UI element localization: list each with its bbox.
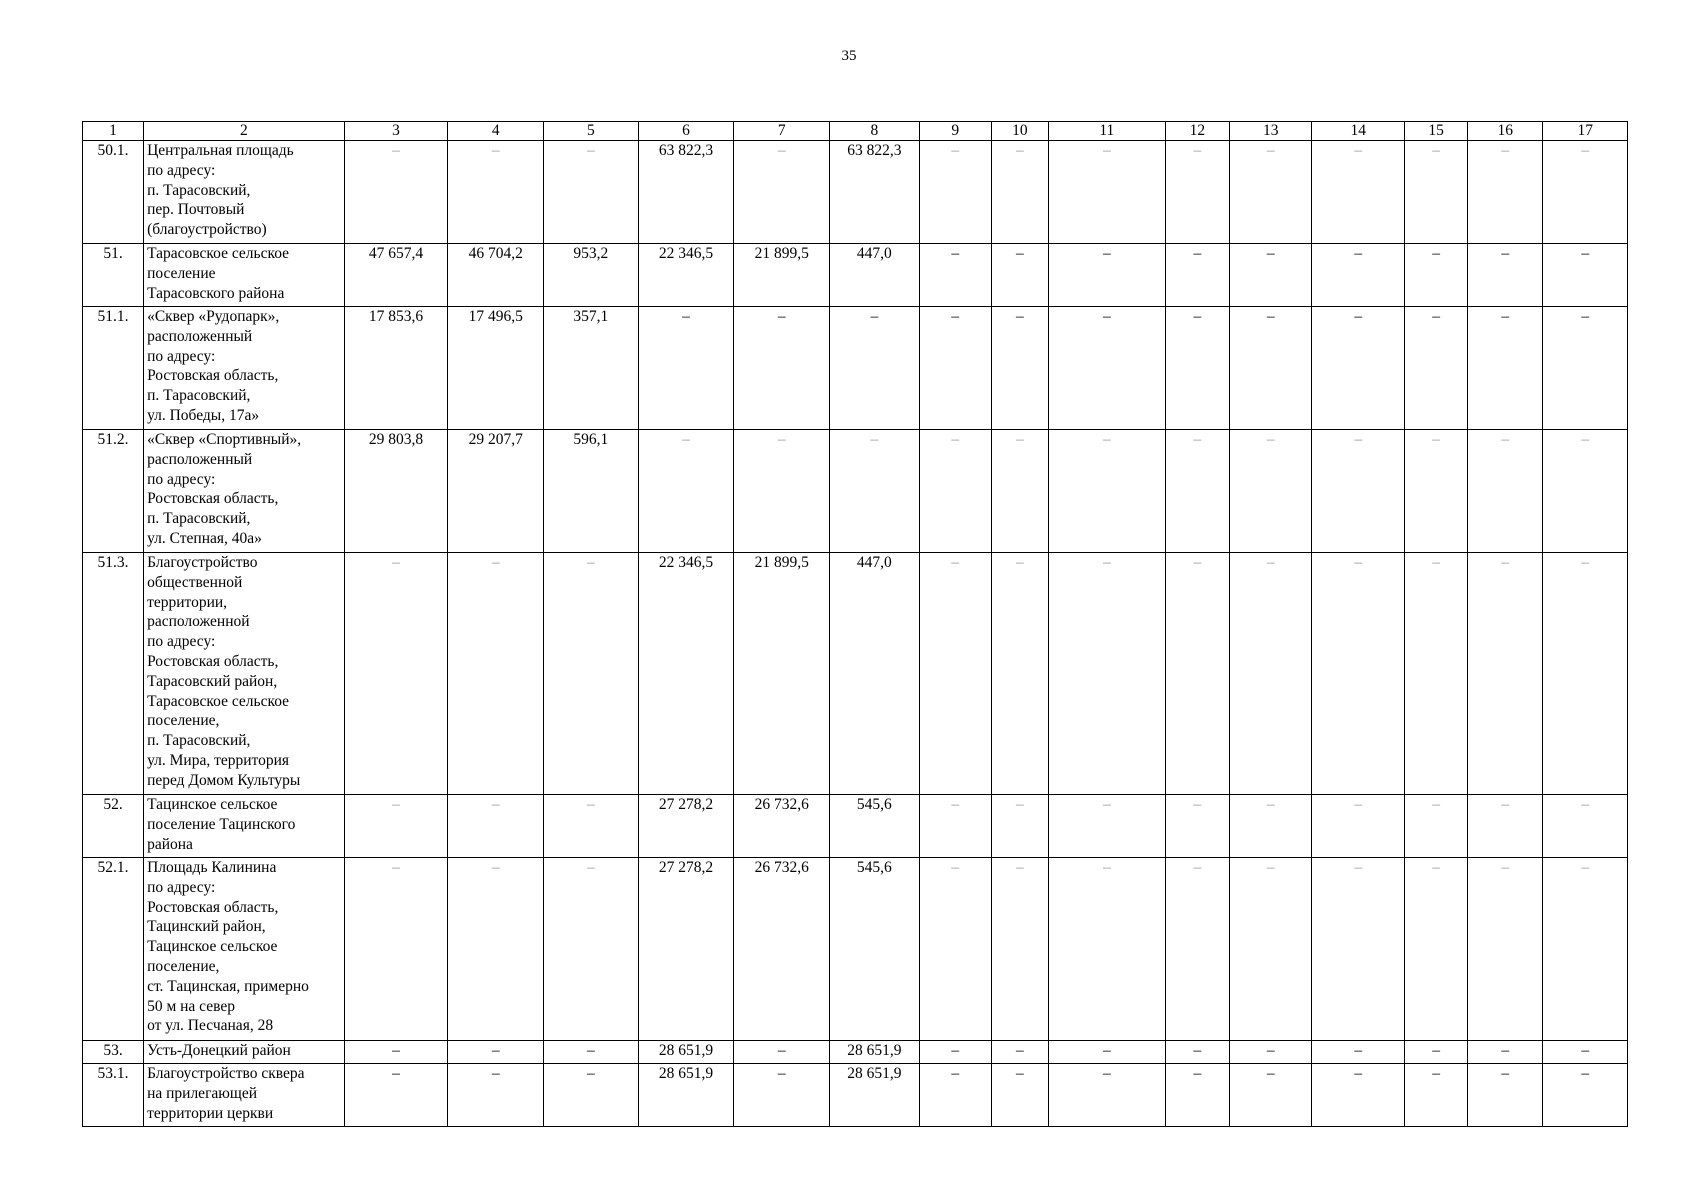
cell-col-3: 47 657,4 — [344, 244, 448, 307]
cell-col-10: – — [991, 1064, 1048, 1127]
row-name-line: Ростовская область, — [147, 490, 279, 508]
table-body — [83, 141, 1628, 1127]
table-row — [83, 244, 1628, 307]
cell-col-5: 953,2 — [544, 244, 639, 307]
row-name-line: по адресу: — [147, 347, 216, 365]
row-name — [144, 307, 345, 430]
row-name-line: Тацинский район, — [147, 918, 266, 936]
cell-col-9: – — [919, 1041, 991, 1064]
cell-col-14: – — [1312, 141, 1405, 244]
cell-col-8: 28 651,9 — [830, 1041, 920, 1064]
cell-col-3: – — [344, 795, 448, 858]
cell-col-14: – — [1312, 553, 1405, 795]
row-name-line: (благоустройство) — [147, 221, 267, 239]
cell-col-6: 28 651,9 — [638, 1064, 734, 1127]
row-name-line: Тацинское сельское — [147, 796, 278, 813]
cell-col-3: – — [344, 141, 448, 244]
cell-col-14: – — [1312, 795, 1405, 858]
cell-col-10: – — [991, 795, 1048, 858]
cell-col-3: – — [344, 1041, 448, 1064]
cell-col-14: – — [1312, 307, 1405, 430]
row-name — [144, 1041, 345, 1064]
cell-col-11: – — [1048, 141, 1165, 244]
row-name-line: Центральная площадь — [147, 142, 294, 159]
cell-col-14: – — [1312, 1041, 1405, 1064]
cell-col-8: – — [830, 307, 920, 430]
row-name — [144, 795, 345, 858]
cell-col-5: – — [544, 141, 639, 244]
cell-col-12: – — [1165, 858, 1229, 1041]
cell-col-4: – — [448, 795, 544, 858]
row-name — [144, 141, 345, 244]
column-header-15: 15 — [1405, 122, 1468, 141]
row-name-line: пер. Почтовый — [147, 201, 245, 219]
row-name-line: Благоустройство сквера — [147, 1065, 305, 1082]
row-name-line: ул. Мира, территория — [147, 751, 290, 769]
cell-col-4: 46 704,2 — [448, 244, 544, 307]
column-header-16: 16 — [1468, 122, 1543, 141]
row-name-line: «Сквер «Спортивный», — [147, 431, 302, 448]
row-number: 52.1. — [83, 858, 144, 1041]
cell-col-8: 63 822,3 — [830, 141, 920, 244]
cell-col-9: – — [919, 1064, 991, 1127]
row-name-line: поселение, — [147, 957, 220, 975]
row-name-line: Тарасовское сельское — [147, 692, 290, 710]
row-name-line: Ростовская область, — [147, 367, 279, 385]
cell-col-11: – — [1048, 858, 1165, 1041]
column-header-3: 3 — [344, 122, 448, 141]
cell-col-11: – — [1048, 307, 1165, 430]
cell-col-5: – — [544, 1064, 639, 1127]
column-header-8: 8 — [830, 122, 920, 141]
row-name-line: расположенный — [147, 450, 253, 468]
cell-col-6: 27 278,2 — [638, 795, 734, 858]
row-number: 51.1. — [83, 307, 144, 430]
cell-col-13: – — [1229, 1064, 1311, 1127]
table-row — [83, 553, 1628, 795]
row-name-line: общественной — [147, 573, 243, 591]
cell-col-6: 22 346,5 — [638, 244, 734, 307]
cell-col-15: – — [1405, 1064, 1468, 1127]
page-number: 35 — [841, 48, 857, 64]
cell-col-15: – — [1405, 307, 1468, 430]
cell-col-15: – — [1405, 244, 1468, 307]
cell-col-16: – — [1468, 244, 1543, 307]
row-name-line: Тацинское сельское — [147, 938, 278, 956]
table-row — [83, 858, 1628, 1041]
cell-col-10: – — [991, 858, 1048, 1041]
cell-col-5: – — [544, 858, 639, 1041]
cell-col-13: – — [1229, 553, 1311, 795]
column-header-2: 2 — [144, 122, 345, 141]
cell-col-11: – — [1048, 1041, 1165, 1064]
row-number: 51. — [83, 244, 144, 307]
cell-col-13: – — [1229, 430, 1311, 553]
cell-col-15: – — [1405, 1041, 1468, 1064]
row-name-line: по адресу: — [147, 878, 216, 896]
cell-col-17: – — [1543, 307, 1628, 430]
cell-col-9: – — [919, 795, 991, 858]
cell-col-4: – — [448, 1041, 544, 1064]
column-header-17: 17 — [1543, 122, 1628, 141]
column-header-1: 1 — [83, 122, 144, 141]
cell-col-5: – — [544, 1041, 639, 1064]
row-name-line: расположенной — [147, 613, 250, 631]
column-header-9: 9 — [919, 122, 991, 141]
table-row — [83, 141, 1628, 244]
cell-col-12: – — [1165, 307, 1229, 430]
cell-col-14: – — [1312, 244, 1405, 307]
row-number: 52. — [83, 795, 144, 858]
cell-col-3: – — [344, 858, 448, 1041]
row-name-line: Площадь Калинина — [147, 859, 277, 876]
column-header-13: 13 — [1229, 122, 1311, 141]
cell-col-7: 21 899,5 — [734, 244, 830, 307]
row-name-line: поселение Тацинского — [147, 815, 296, 833]
cell-col-12: – — [1165, 553, 1229, 795]
cell-col-5: – — [544, 553, 639, 795]
cell-col-11: – — [1048, 244, 1165, 307]
row-name-line: 50 м на север — [147, 997, 235, 1015]
cell-col-10: – — [991, 1041, 1048, 1064]
cell-col-3: 29 803,8 — [344, 430, 448, 553]
table-row — [83, 1064, 1628, 1127]
cell-col-13: – — [1229, 141, 1311, 244]
cell-col-5: – — [544, 795, 639, 858]
row-name-line: поселение — [147, 264, 216, 282]
cell-col-8: 28 651,9 — [830, 1064, 920, 1127]
row-name-line: Тарасовское сельское — [147, 245, 290, 262]
row-name-line: по адресу: — [147, 470, 216, 488]
cell-col-3: – — [344, 1064, 448, 1127]
cell-col-9: – — [919, 430, 991, 553]
cell-col-15: – — [1405, 430, 1468, 553]
column-header-12: 12 — [1165, 122, 1229, 141]
cell-col-3: 17 853,6 — [344, 307, 448, 430]
cell-col-16: – — [1468, 858, 1543, 1041]
row-name-line: по адресу: — [147, 161, 216, 179]
column-header-11: 11 — [1048, 122, 1165, 141]
cell-col-5: 596,1 — [544, 430, 639, 553]
budget-table — [82, 121, 1628, 1127]
cell-col-6: 63 822,3 — [638, 141, 734, 244]
cell-col-16: – — [1468, 1041, 1543, 1064]
row-name-line: Ростовская область, — [147, 898, 279, 916]
cell-col-17: – — [1543, 1064, 1628, 1127]
row-name-line: «Сквер «Рудопарк», — [147, 308, 280, 325]
cell-col-4: 29 207,7 — [448, 430, 544, 553]
row-name-line: п. Тарасовский, — [147, 387, 251, 405]
cell-col-13: – — [1229, 307, 1311, 430]
cell-col-14: – — [1312, 430, 1405, 553]
cell-col-17: – — [1543, 141, 1628, 244]
cell-col-15: – — [1405, 553, 1468, 795]
cell-col-9: – — [919, 553, 991, 795]
cell-col-12: – — [1165, 1064, 1229, 1127]
cell-col-7: 21 899,5 — [734, 553, 830, 795]
row-number: 53. — [83, 1041, 144, 1064]
cell-col-17: – — [1543, 858, 1628, 1041]
cell-col-4: – — [448, 141, 544, 244]
cell-col-11: – — [1048, 430, 1165, 553]
cell-col-4: – — [448, 858, 544, 1041]
row-name — [144, 553, 345, 795]
cell-col-12: – — [1165, 795, 1229, 858]
row-name-line: Усть-Донецкий район — [147, 1042, 291, 1059]
cell-col-12: – — [1165, 430, 1229, 553]
cell-col-16: – — [1468, 1064, 1543, 1127]
cell-col-15: – — [1405, 858, 1468, 1041]
row-name-line: п. Тарасовский, — [147, 510, 251, 528]
row-number: 51.3. — [83, 553, 144, 795]
cell-col-9: – — [919, 244, 991, 307]
table-row — [83, 795, 1628, 858]
cell-col-17: – — [1543, 553, 1628, 795]
cell-col-4: – — [448, 1064, 544, 1127]
row-name-line: п. Тарасовский, — [147, 181, 251, 199]
cell-col-6: – — [638, 307, 734, 430]
cell-col-12: – — [1165, 244, 1229, 307]
row-name-line: расположенный — [147, 327, 253, 345]
table-row — [83, 1041, 1628, 1064]
row-name-line: района — [147, 835, 193, 853]
cell-col-7: – — [734, 307, 830, 430]
cell-col-3: – — [344, 553, 448, 795]
row-name-line: от ул. Песчаная, 28 — [147, 1017, 274, 1035]
cell-col-16: – — [1468, 141, 1543, 244]
cell-col-10: – — [991, 430, 1048, 553]
cell-col-15: – — [1405, 141, 1468, 244]
cell-col-8: 447,0 — [830, 553, 920, 795]
row-name — [144, 430, 345, 553]
column-header-4: 4 — [448, 122, 544, 141]
cell-col-6: 27 278,2 — [638, 858, 734, 1041]
row-name-line: Ростовская область, — [147, 652, 279, 670]
row-name-line: на прилегающей — [147, 1084, 257, 1102]
cell-col-17: – — [1543, 795, 1628, 858]
cell-col-16: – — [1468, 307, 1543, 430]
cell-col-7: – — [734, 430, 830, 553]
cell-col-8: – — [830, 430, 920, 553]
cell-col-7: 26 732,6 — [734, 795, 830, 858]
cell-col-17: – — [1543, 244, 1628, 307]
row-number: 50.1. — [83, 141, 144, 244]
row-name-line: Благоустройство — [147, 554, 258, 571]
cell-col-6: 22 346,5 — [638, 553, 734, 795]
cell-col-4: 17 496,5 — [448, 307, 544, 430]
cell-col-13: – — [1229, 795, 1311, 858]
row-name — [144, 858, 345, 1041]
row-name-line: п. Тарасовский, — [147, 732, 251, 750]
table-row — [83, 430, 1628, 553]
column-header-6: 6 — [638, 122, 734, 141]
cell-col-5: 357,1 — [544, 307, 639, 430]
row-name-line: Тарасовский район, — [147, 672, 278, 690]
column-header-10: 10 — [991, 122, 1048, 141]
row-name-line: ул. Степная, 40а» — [147, 529, 262, 547]
cell-col-7: 26 732,6 — [734, 858, 830, 1041]
cell-col-12: – — [1165, 141, 1229, 244]
cell-col-7: – — [734, 141, 830, 244]
row-name-line: территории, — [147, 593, 228, 611]
cell-col-11: – — [1048, 1064, 1165, 1127]
row-name-line: ст. Тацинская, примерно — [147, 977, 309, 995]
cell-col-10: – — [991, 244, 1048, 307]
cell-col-13: – — [1229, 1041, 1311, 1064]
table-row — [83, 307, 1628, 430]
row-name-line: ул. Победы, 17а» — [147, 406, 260, 424]
header-row — [83, 122, 1628, 141]
cell-col-10: – — [991, 307, 1048, 430]
row-number: 51.2. — [83, 430, 144, 553]
cell-col-17: – — [1543, 1041, 1628, 1064]
row-name — [144, 1064, 345, 1127]
cell-col-4: – — [448, 553, 544, 795]
cell-col-8: 545,6 — [830, 858, 920, 1041]
cell-col-13: – — [1229, 858, 1311, 1041]
column-header-14: 14 — [1312, 122, 1405, 141]
row-name-line: Тарасовского района — [147, 284, 285, 302]
column-header-5: 5 — [544, 122, 639, 141]
cell-col-7: – — [734, 1064, 830, 1127]
cell-col-17: – — [1543, 430, 1628, 553]
cell-col-13: – — [1229, 244, 1311, 307]
cell-col-15: – — [1405, 795, 1468, 858]
column-header-7: 7 — [734, 122, 830, 141]
row-name-line: по адресу: — [147, 633, 216, 651]
cell-col-8: 545,6 — [830, 795, 920, 858]
cell-col-14: – — [1312, 858, 1405, 1041]
cell-col-11: – — [1048, 795, 1165, 858]
cell-col-16: – — [1468, 795, 1543, 858]
cell-col-14: – — [1312, 1064, 1405, 1127]
cell-col-10: – — [991, 141, 1048, 244]
cell-col-16: – — [1468, 430, 1543, 553]
cell-col-9: – — [919, 858, 991, 1041]
cell-col-9: – — [919, 141, 991, 244]
cell-col-6: 28 651,9 — [638, 1041, 734, 1064]
row-number: 53.1. — [83, 1064, 144, 1127]
cell-col-11: – — [1048, 553, 1165, 795]
cell-col-8: 447,0 — [830, 244, 920, 307]
cell-col-16: – — [1468, 553, 1543, 795]
row-name-line: поселение, — [147, 712, 220, 730]
row-name — [144, 244, 345, 307]
row-name-line: перед Домом Культуры — [147, 771, 301, 789]
cell-col-10: – — [991, 553, 1048, 795]
cell-col-9: – — [919, 307, 991, 430]
cell-col-6: – — [638, 430, 734, 553]
row-name-line: территории церкви — [147, 1104, 274, 1122]
cell-col-7: – — [734, 1041, 830, 1064]
cell-col-12: – — [1165, 1041, 1229, 1064]
